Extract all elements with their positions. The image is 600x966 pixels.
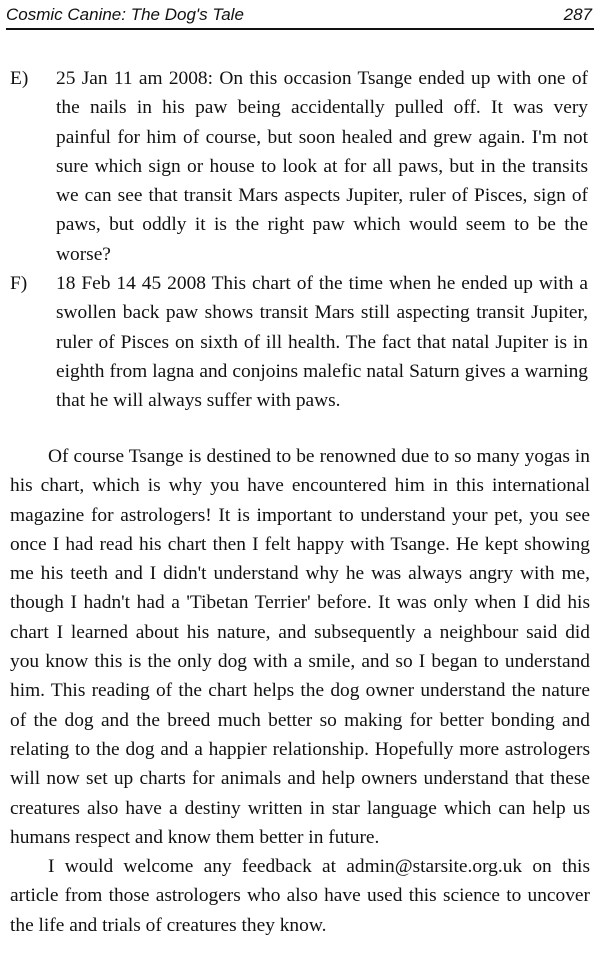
running-header bbox=[6, 4, 594, 30]
entry-text: 25 Jan 11 am 2008: On this occasion Tsange ended up with one of the nails in his paw being accidentally pulled off. It was very painful for him of course, but soon healed and grew again. I'm not sure which sign or house to look at for all paws, but in the transits we can see that transit Mars aspects Jupiter, ruler of Pisces, sign of paws, but oddly it is the right paw which would seem to be the worse? bbox=[56, 68, 588, 265]
chart-entry-f bbox=[10, 269, 592, 415]
entry-text: 18 Feb 14 45 2008 This chart of the time when he ended up with a swollen back paw shows transit Mars still aspecting transit Jupiter, ruler of Pisces on sixth of ill health. The fact that natal Jupiter is in eighth from lagna and conjoins malefic natal Saturn gives a warning that he will always suffer with paws. bbox=[56, 273, 588, 412]
body-paragraph: Of course Tsange is destined to be renowned due to so many yogas in his chart, which is why you have encountered him in this international magazine for astrologers! It is important to understand your pet, you see once I had read his chart then I felt happy with Tsange. He kept showing me his teeth and I didn't understand why he was always angry with me, though I hadn't had a 'Tibetan Terrier' before. It was only when I did his chart I learned about his nature, and subsequently a neighbour said did you know this is the only dog with a smile, and so I began to understand him. This reading of the chart helps the dog owner understand the nature of the dog and the breed much better so making for better bonding and relating to the dog and a happier relationship. Hopefully more astrologers will now set up charts for animals and help owners understand that these creatures also have a destiny written in star language which can help us humans respect and know them better in future. bbox=[10, 446, 590, 848]
entry-label: E) bbox=[10, 68, 29, 89]
entry-label: F) bbox=[10, 273, 28, 294]
running-title: Cosmic Canine: The Dog's Tale bbox=[6, 5, 244, 24]
chart-entry-e bbox=[10, 64, 592, 269]
closing-paragraph: I would welcome any feedback at admin@starsite.org.uk on this article from those astrologers who also have used this science to uncover the life and trials of creatures they know. bbox=[10, 856, 590, 936]
page-number: 287 bbox=[563, 5, 592, 24]
